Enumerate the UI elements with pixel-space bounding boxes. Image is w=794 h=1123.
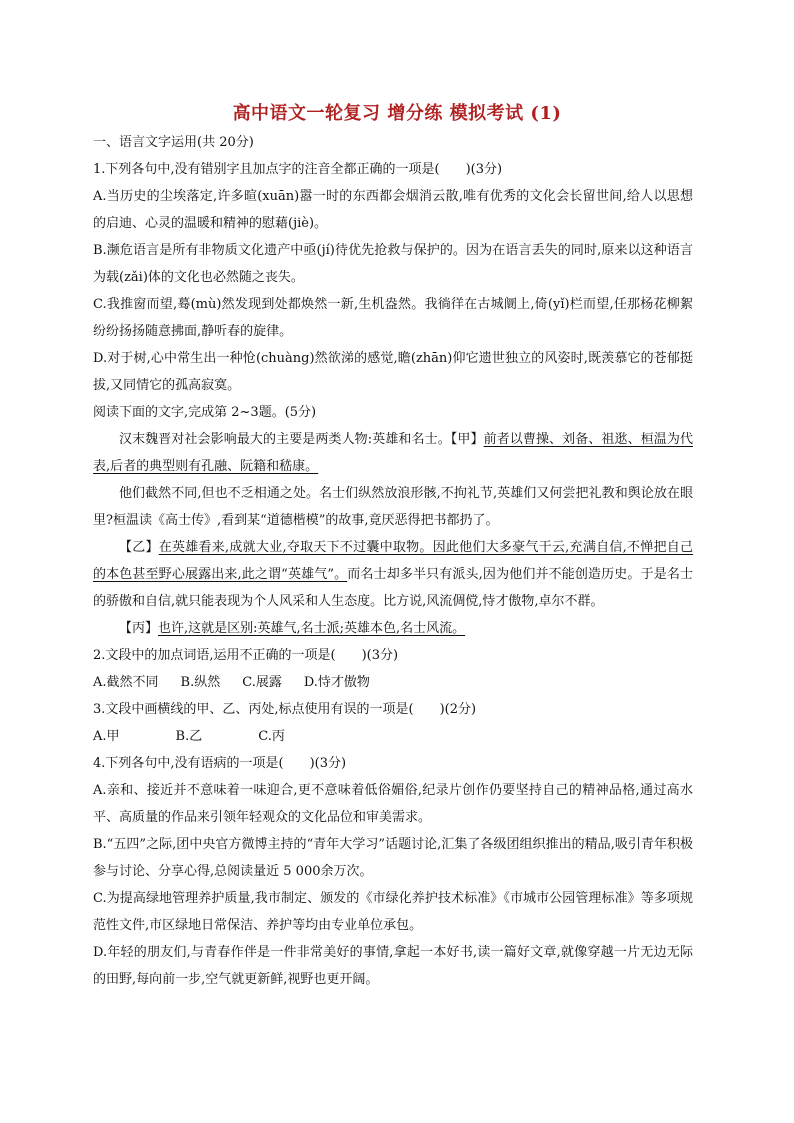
question-1-stem: 1.下列各句中,没有错别字且加点字的注音全都正确的一项是( )(3分): [93, 162, 503, 177]
passage-text: 而名士却多半只有派头,因为他们并不能创造历史。于是名士的骄傲和自信,就只能表现为个人风采和人生态度。比方说,风流倜傥,恃才傲物,卓尔不群。: [93, 567, 693, 609]
question-1-option-d: D.对于树,心中常生出一种怆(chuàng)然欲涕的感觉,瞻(zhān)仰它遗世独立的风姿时,既羡慕它的苍郁挺拔,又同情它的孤高寂寞。: [93, 351, 693, 393]
underlined-sentence-jia: 前者以曹操、刘备、祖逖、桓温为代表,后者的典型则有孔融、阮籍和嵇康。: [93, 432, 693, 474]
question-1-option-a: A.当历史的尘埃落定,许多暄(xuān)嚣一时的东西都会烟消云散,唯有优秀的文化会长留世间,给人以思想的启迪、心灵的温暖和精神的慰藉(jiè)。: [93, 189, 693, 231]
passage-paragraph-4: [93, 615, 693, 642]
reading-instruction: 阅读下面的文字,完成第 2~3题。(5分): [93, 405, 317, 420]
option-d: D.恃才傲物: [303, 675, 370, 690]
passage-paragraph-2: 他们截然不同,但也不乏相通之处。名士们纵然放浪形骸,不拘礼节,英雄们又何尝把礼教和舆论放在眼里?桓温读《高士传》,看到某“道德楷模”的故事,竟厌恶得把书都扔了。: [93, 486, 693, 528]
question-4-stem: 4.下列各句中,没有语病的一项是( )(3分): [93, 756, 347, 771]
passage-text: 汉末魏晋对社会影响最大的主要是两类人物:英雄和名士。【甲】: [119, 432, 484, 447]
passage-marker: 【乙】: [119, 540, 159, 555]
question-3-options: [93, 723, 693, 750]
question-4-option-b: B.“五四”之际,团中央官方微博主持的“青年大学习”话题讨论,汇集了各级团组织推出的精品,吸引青年积极参与讨论、分享心得,总阅读量近 5 000余万次。: [93, 837, 693, 879]
passage-paragraph-3: [93, 534, 693, 615]
option-a: A.截然不同: [93, 675, 159, 690]
option-c: C.展露: [242, 675, 282, 690]
passage-paragraph-1: [93, 426, 693, 480]
question-2-stem: 2.文段中的加点词语,运用不正确的一项是( )(3分): [93, 648, 399, 663]
option-b: B.乙: [175, 729, 203, 744]
section-heading: 一、语言文字运用(共 20分): [93, 135, 254, 150]
question-1-option-b: B.濒危语言是所有非物质文化遗产中亟(jí)待优先抢救与保护的。因为在语言丢失的同时,原来以这种语言为载(zǎi)体的文化也必然随之丧失。: [93, 243, 693, 285]
underlined-sentence-yi: 在英雄看来,成就大业,夺取天下不过囊中取物。因此他们大多豪气干云,充满自信,不惮把自己的本色甚至野心展露出来,此之谓“英雄气”。: [93, 540, 693, 582]
question-4-option-c: C.为提高绿地管理养护质量,我市制定、颁发的《市绿化养护技术标准》《市城市公园管理标准》等多项规范性文件,市区绿地日常保洁、养护等均由专业单位承包。: [93, 891, 693, 933]
question-3-stem: 3.文段中画横线的甲、乙、丙处,标点使用有误的一项是( )(2分): [93, 702, 477, 717]
passage-marker: 【丙】: [119, 621, 159, 636]
document-body: [93, 129, 693, 993]
question-4-option-a: A.亲和、接近并不意味着一味迎合,更不意味着低俗媚俗,纪录片创作仍要坚持自己的精神品格,通过高水平、高质量的作品来引领年轻观众的文化品位和审美需求。: [93, 783, 693, 825]
option-c: C.丙: [258, 729, 285, 744]
question-4-option-d: D.年轻的朋友们,与青春作伴是一件非常美好的事情,拿起一本好书,读一篇好文章,就像穿越一片无边无际的田野,每向前一步,空气就更新鲜,视野也更开阔。: [93, 945, 693, 987]
question-2-options: [93, 669, 693, 696]
page-title: 高中语文一轮复习 增分练 模拟考试 (1): [232, 103, 562, 124]
question-1-option-c: C.我推窗而望,蓦(mù)然发现到处都焕然一新,生机盎然。我徜徉在古城阛上,倚(yǐ)栏而望,任那杨花柳絮纷纷扬扬随意拂面,静听春的旋律。: [93, 297, 693, 339]
option-b: B.纵然: [180, 675, 221, 690]
option-a: A.甲: [93, 729, 120, 744]
underlined-sentence-bing: 也许,这就是区别:英雄气,名士派;英雄本色,名士风流。: [158, 621, 466, 636]
